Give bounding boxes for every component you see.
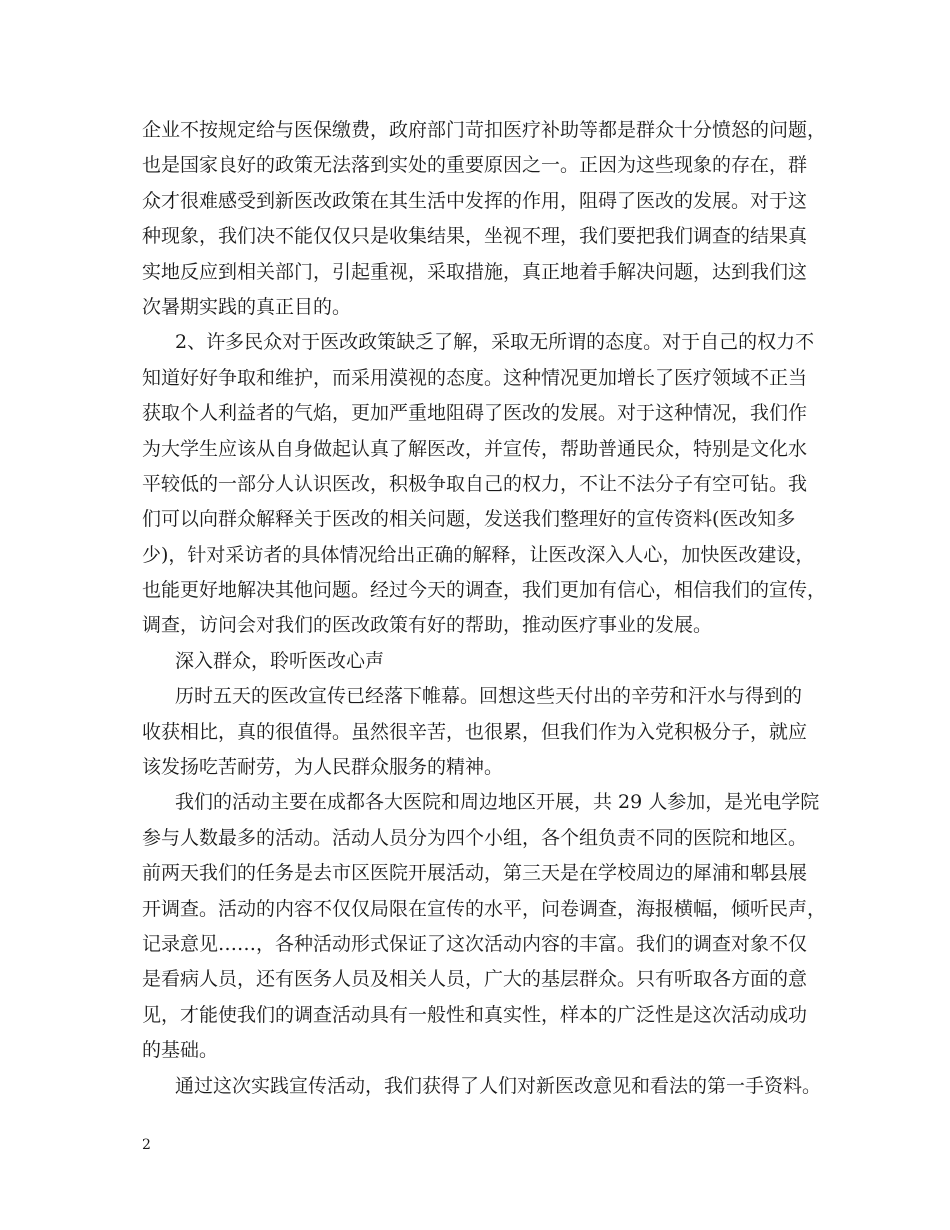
- text-line: 为大学生应该从自身做起认真了解医改，并宣传，帮助普通民众，特别是文化水: [142, 437, 808, 460]
- text-line: 的基础。: [142, 1039, 219, 1062]
- text-line: 获取个人利益者的气焰，更加严重地阻碍了医改的发展。对于这种情况，我们作: [142, 402, 808, 425]
- document-body: [142, 113, 827, 1104]
- text-line: 2、许多民众对于医改政策缺乏了解，采取无所谓的态度。对于自己的权力不: [175, 331, 815, 354]
- text-line: 众才很难感受到新医改政策在其生活中发挥的作用，阻碍了医改的发展。对于这: [142, 189, 808, 212]
- text-line: 收获相比，真的很值得。虽然很辛苦，也很累，但我们作为入党积极分子，就应: [142, 720, 808, 743]
- text-line: 也是国家良好的政策无法落到实处的重要原因之一。正因为这些现象的存在，群: [142, 154, 808, 177]
- text-line: 深入群众，聆听医改心声: [175, 649, 385, 672]
- text-line: 见，才能使我们的调查活动具有一般性和真实性，样本的广泛性是这次活动成功: [142, 1003, 808, 1026]
- text-line: 种现象，我们决不能仅仅只是收集结果，坐视不理，我们要把我们调查的结果真: [142, 225, 808, 248]
- text-line: 记录意见……，各种活动形式保证了这次活动内容的丰富。我们的调查对象不仅: [142, 932, 808, 955]
- text-line: 前两天我们的任务是去市区医院开展活动，第三天是在学校周边的犀浦和郫县展: [142, 862, 808, 885]
- text-line: 是看病人员，还有医务人员及相关人员，广大的基层群众。只有听取各方面的意: [142, 968, 808, 991]
- text-line: 平较低的一部分人认识医改，积极争取自己的权力，不让不法分子有空可钻。我: [142, 472, 808, 495]
- text-line: 少)，针对采访者的具体情况给出正确的解释，让医改深入人心，加快医改建设，: [142, 543, 815, 566]
- text-line: 参与人数最多的活动。活动人员分为四个小组，各个组负责不同的医院和地区。: [142, 826, 808, 849]
- text-line: 们可以向群众解释关于医改的相关问题，发送我们整理好的宣传资料(医改知多: [142, 508, 796, 531]
- text-line: 通过这次实践宣传活动，我们获得了人们对新医改意见和看法的第一手资料。: [175, 1074, 822, 1097]
- text-line: 该发扬吃苦耐劳，为人民群众服务的精神。: [142, 756, 504, 779]
- text-line: 开调查。活动的内容不仅仅局限在宣传的水平，问卷调查，海报横幅，倾听民声，: [142, 897, 827, 920]
- text-line: 次暑期实践的真正目的。: [142, 295, 352, 318]
- text-line: 企业不按规定给与医保缴费，政府部门苛扣医疗补助等都是群众十分愤怒的问题，: [142, 119, 827, 141]
- text-line: 实地反应到相关部门，引起重视，采取措施，真正地着手解决问题，达到我们这: [142, 260, 808, 283]
- page-number: 2: [142, 1137, 151, 1153]
- text-line: 也能更好地解决其他问题。经过今天的调查，我们更加有信心，相信我们的宣传，: [142, 579, 827, 602]
- text-line: 调查，访问会对我们的医改政策有好的帮助，推动医疗事业的发展。: [142, 614, 713, 637]
- text-line: 知道好好争取和维护，而采用漠视的态度。这种情况更加增长了医疗领域不正当: [142, 366, 808, 389]
- text-line: 历时五天的医改宣传已经落下帷幕。回想这些天付出的辛劳和汗水与得到的: [175, 685, 803, 708]
- text-line: 我们的活动主要在成都各大医院和周边地区开展，共 29 人参加，是光电学院: [175, 791, 820, 814]
